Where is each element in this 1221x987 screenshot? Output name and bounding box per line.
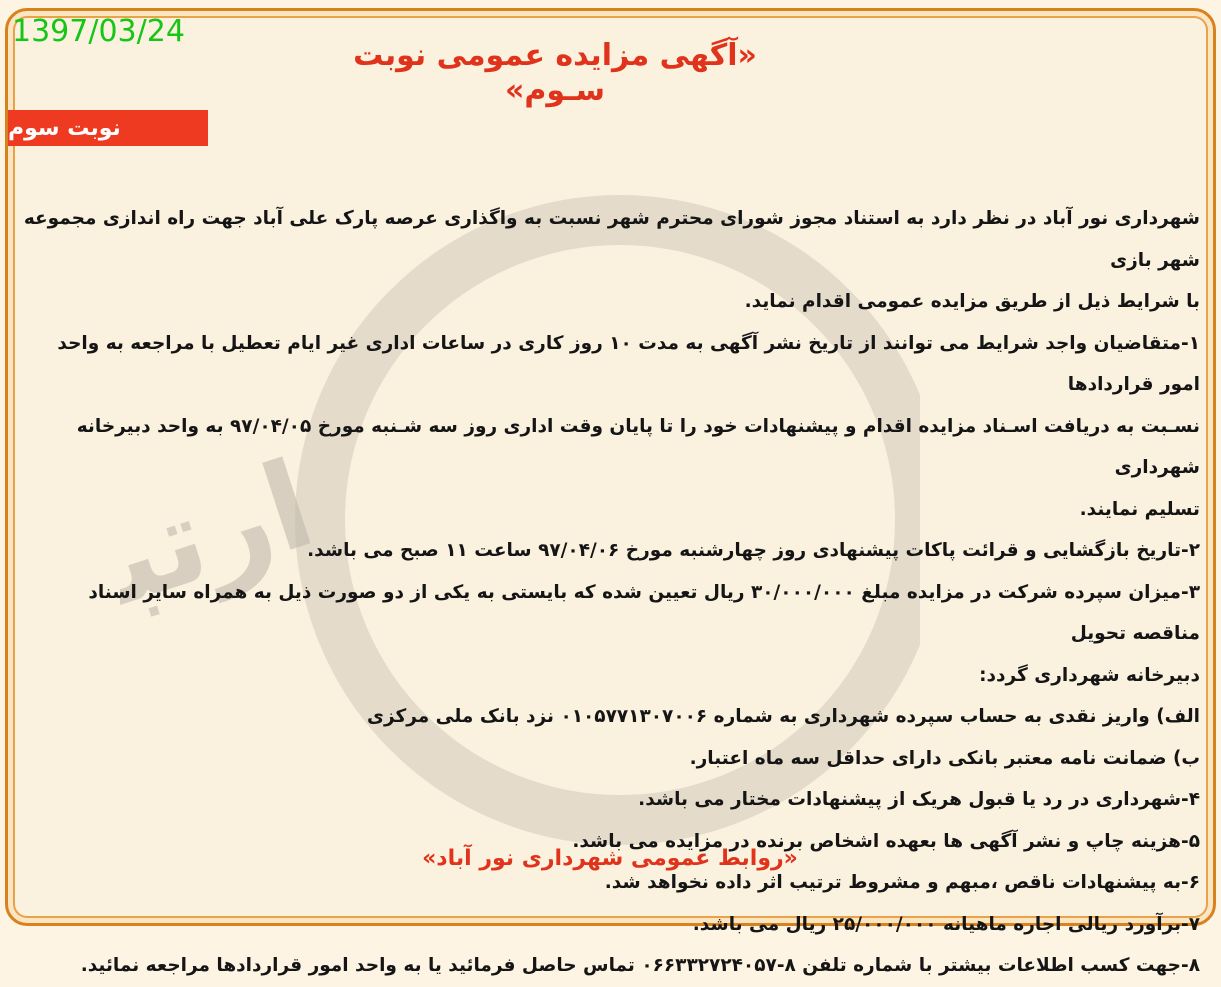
notice-title: «آگهی مزایده عمومی نوبت سـوم»	[353, 38, 757, 108]
round-badge	[8, 110, 208, 146]
body-line: ۲-تاریخ بازگشایی و قرائت پاکات پیشنهادی روز چهارشنبه مورخ ۹۷/۰۴/۰۶ ساعت ۱۱ صبح می باشد.	[307, 540, 1200, 561]
body-line: با شرایط ذیل از طریق مزایده عمومی اقدام نماید.	[744, 291, 1200, 312]
body-line: ۸-جهت کسب اطلاعات بیشتر با شماره تلفن ۸-۰۶۶۳۳۲۷۲۴۰۵۷ تماس حاصل فرمائید یا به واحد امور قراردادها مراجعه نمائید.	[80, 955, 1200, 976]
body-line: ۱-متقاضیان واجد شرایط می توانند از تاریخ نشر آگهی به مدت ۱۰ روز کاری در ساعات اداری غیر ایام تعطیل با مراجعه به واحد امور قراردادها	[57, 332, 1200, 395]
body-line: ب) ضمانت نامه معتبر بانکی دارای حداقل سه ماه اعتبار.	[689, 747, 1200, 769]
notice-footer: «روابط عمومی شهرداری نور آباد»	[422, 846, 798, 871]
body-line: ۴-شهرداری در رد یا قبول هریک از پیشنهادات مختار می باشد.	[638, 789, 1200, 810]
body-line: الف) واریز نقدی به حساب سپرده شهرداری به شماره ۰۱۰۵۷۷۱۳۰۷۰۰۶ نزد بانک ملی مرکزی	[367, 706, 1200, 727]
body-line: ۵-هزینه چاپ و نشر آگهی ها بعهده اشخاص برنده در مزایده می باشد.	[572, 830, 1200, 852]
body-line: نسـبت به دریافت اسـناد مزایده اقدام و پیشنهادات خود را تا پایان وقت اداری روز سه شـنبه مورخ ۹۷/۰۴/۰۵ به واحد دبیرخانه شهرداری	[76, 415, 1200, 478]
body-line: ۶-به پیشنهادات ناقص ،مبهم و مشروط ترتیب اثر داده نخواهد شد.	[604, 872, 1200, 893]
date-stamp: 1397/03/24	[12, 14, 185, 49]
body-line: دبیرخانه شهرداری گردد:	[979, 664, 1200, 686]
body-line: شهرداری نور آباد در نظر دارد به استناد مجوز شورای محترم شهر نسبت به واگذاری عرصه پارک علی آباد جهت راه اندازی مجموعه شهر بازی	[23, 208, 1200, 271]
body-line: تسلیم نمایند.	[1079, 498, 1200, 520]
body-line: ۳-میزان سپرده شرکت در مزایده مبلغ ۳۰/۰۰۰/۰۰۰ ریال تعیین شده که بایستی به یکی از دو صورت ذیل به همراه سایر اسناد مناقصه تحویل	[88, 581, 1200, 644]
body-line: ۷-برآورد ریالی اجاره ماهیانه ۲۵/۰۰۰/۰۰۰ ریال می باشد.	[692, 913, 1200, 935]
round-badge-label: نوبت سوم	[8, 115, 121, 141]
